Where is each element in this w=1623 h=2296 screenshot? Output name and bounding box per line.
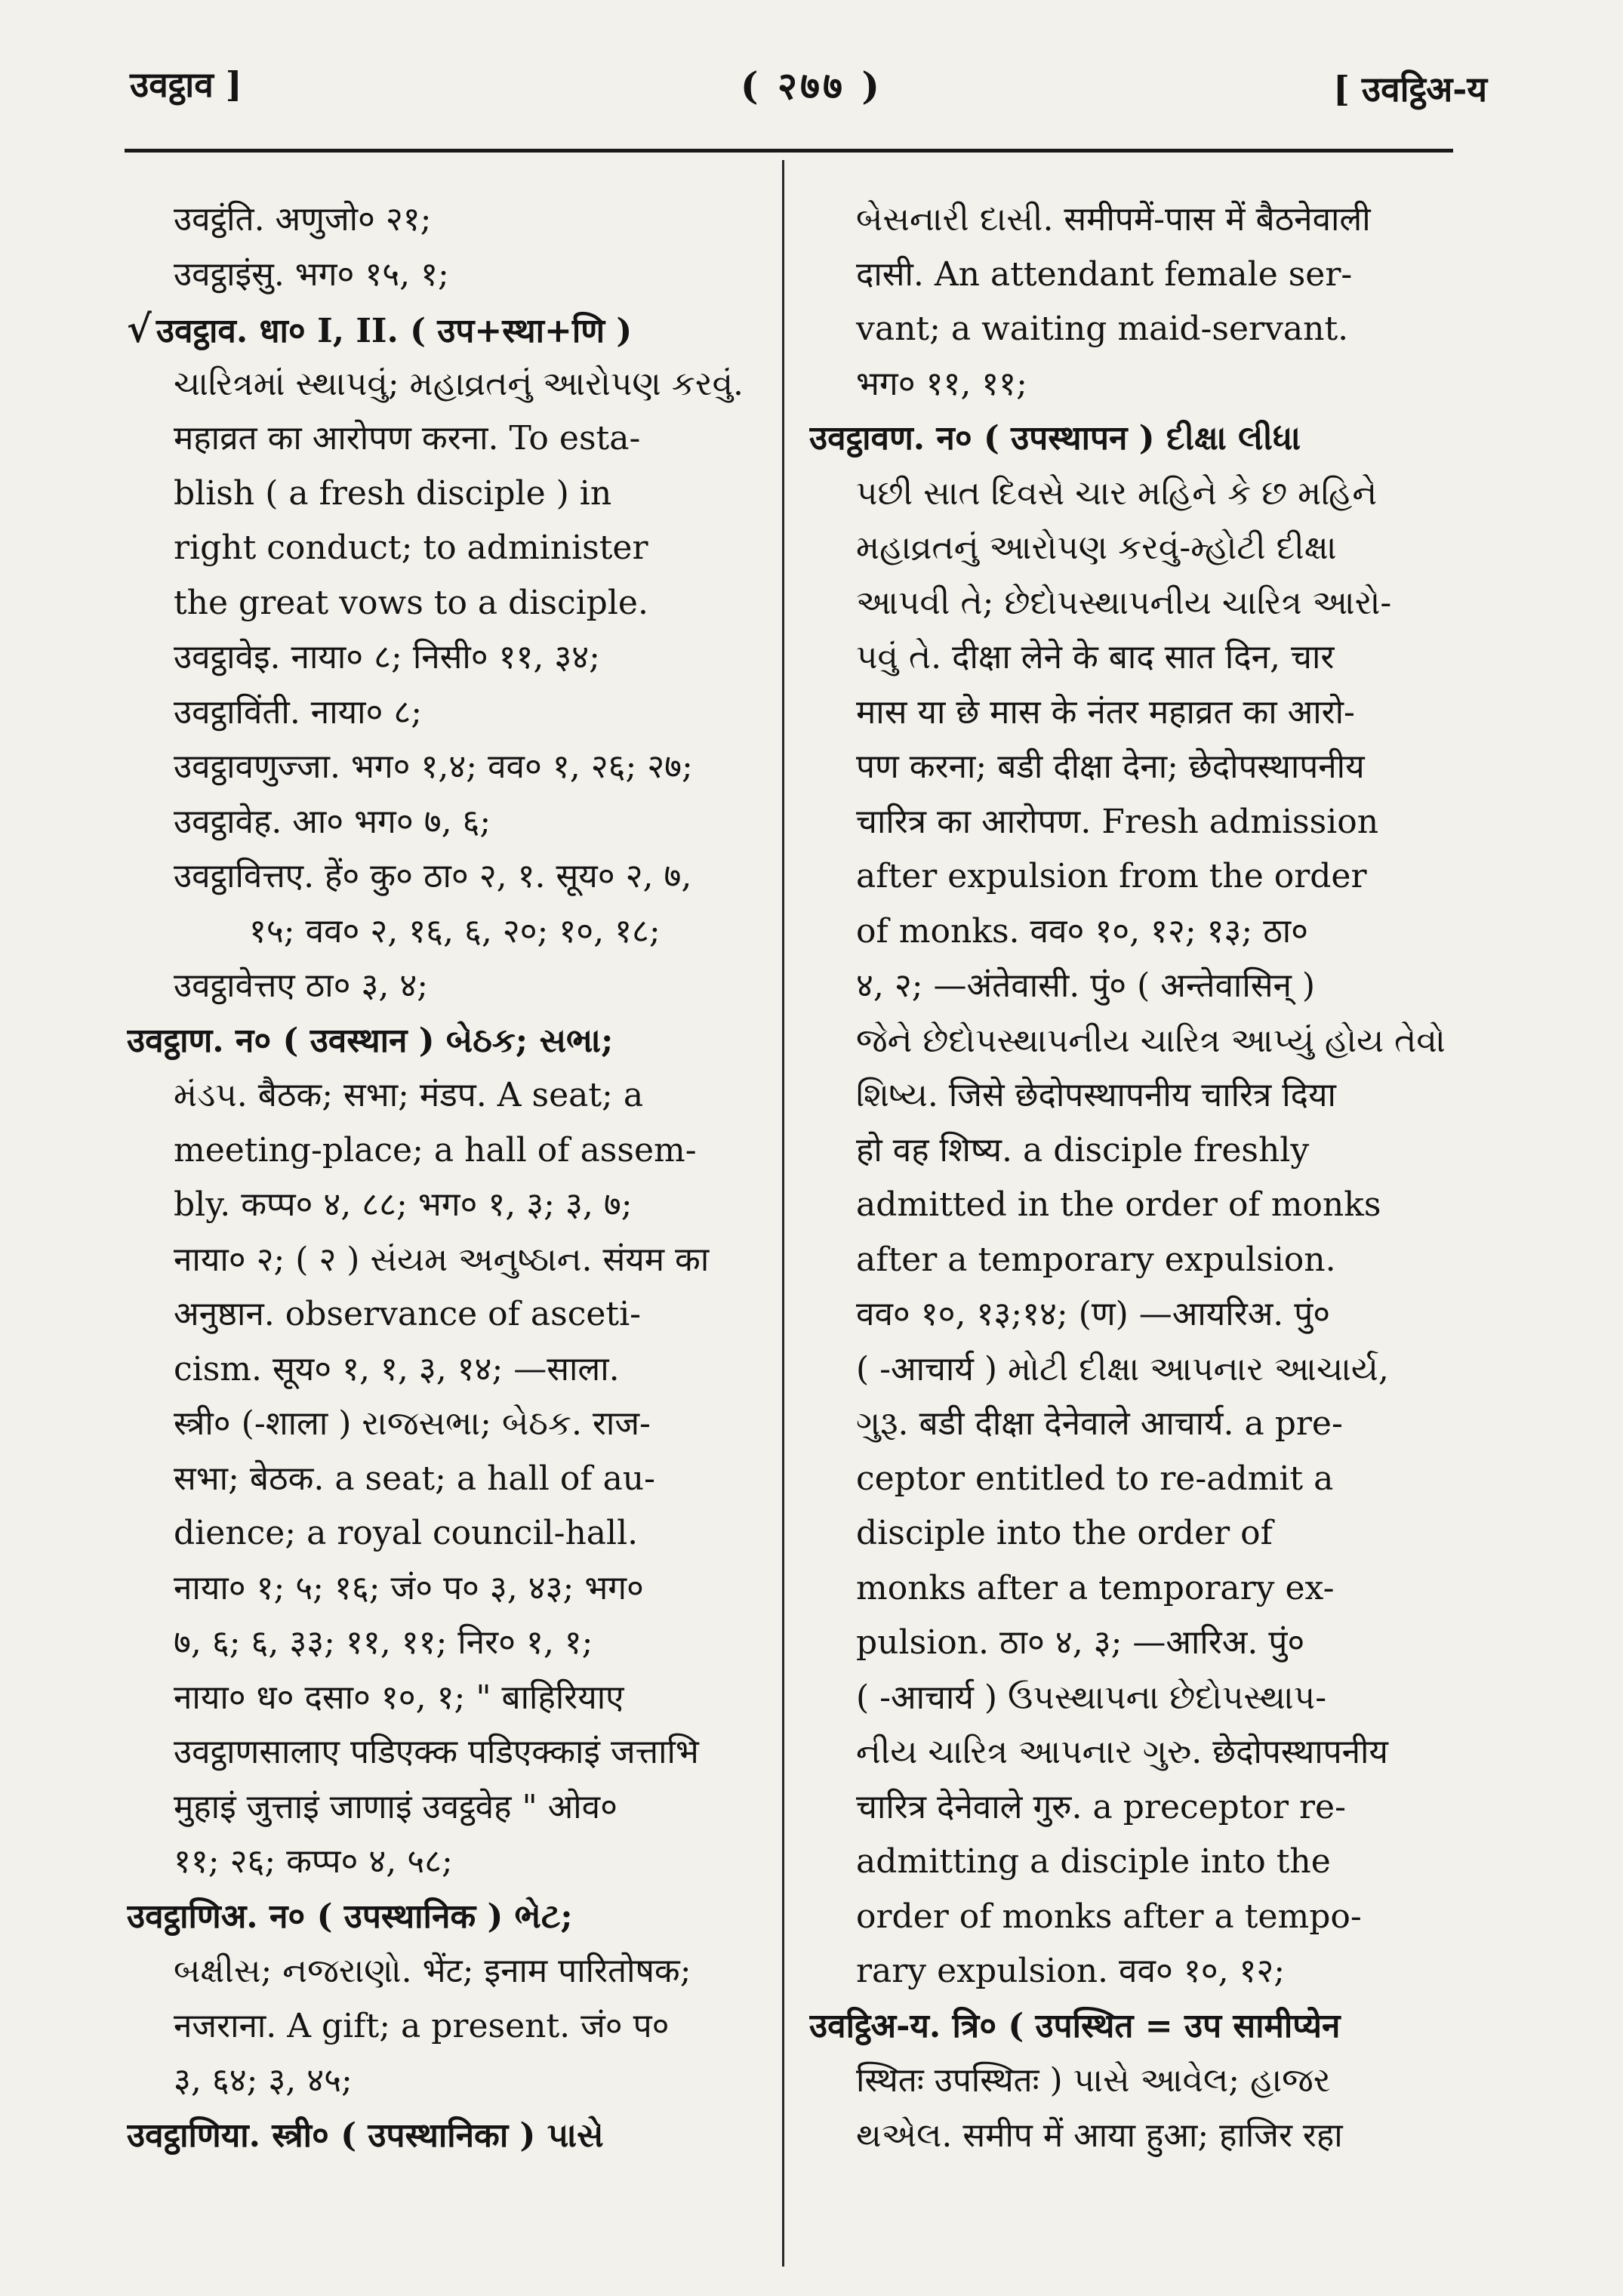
page-header [0,0,1623,155]
headword-line: उवट्ठाणिया. स्त्री० ( उपस्थानिका ) પાસે [127,2116,604,2155]
header-right-guideword: [ उवट्ठिअ-य [1333,69,1487,109]
entry-line: ४, २; —अंतेवासी. पुं० ( अन्तेवासिन् ) [856,966,1316,1005]
entry-line: नाया० ध० दसा० १०, १; " बाहिरियाए [174,1678,624,1717]
headword-line: उवट्ठिअ-य. त्रि० ( उपस्थित = उप सामीप्येन [809,2006,1341,2045]
entry-line: ७, ६; ६, ३३; ११, ११; निर० १, १; [174,1623,593,1662]
entry-line: उवट्ठाविंती. नाया० ८; [174,692,423,732]
entry-line: स्थितः उपस्थितः ) પાસે આવેલ; હાજર [856,2061,1331,2100]
entry-line: bly. कप्प० ४, ८८; भग० १, ३; ३, ७; [174,1185,633,1224]
headword-line: उवट्ठाण. न० ( उवस्थान ) બેઠક; સભા; [127,1021,614,1060]
entry-line: उवट्ठंति. अणुजो० २१; [174,200,432,239]
entry-line: order of monks after a tempo- [856,1897,1362,1936]
entry-line: શિષ્ય. जिसे छेदोपस्थापनीय चारित्र दिया [856,1076,1336,1114]
entry-line: ३, ६४; ३, ४५; [174,2061,353,2100]
entry-line: blish ( a fresh disciple ) in [174,473,612,513]
headword-line: उवट्ठाणिअ. न० ( उपस्थानिक ) ભેટ; [127,1897,573,1936]
entry-line: પછી સાત દિવસે ચાર મહિને કે છ મહિને [856,473,1378,513]
entry-line: ( -आचार्य ) ઉપસ્થાપના છેદોપસ્થાપ- [856,1678,1327,1717]
page-number: ( २७७ ) [740,63,883,108]
entry-line: उवट्ठावेत्तए ठा० ३, ४; [174,966,429,1005]
entry-line: rary expulsion. वव० १०, १२; [856,1952,1286,1990]
entry-line: सभा; बेठक. a seat; a hall of au- [174,1459,656,1498]
entry-line: the great vows to a disciple. [174,583,648,622]
entry-line: right conduct; to administer [174,529,648,567]
entry-line: ગુરૂ. बडी दीक्षा देनेवाले आचार्य. a pre- [856,1404,1343,1443]
entry-line: उवट्ठाणसालाए पडिएक्क पडिएक्काइं जत्ताभि [174,1733,699,1771]
entry-line: monks after a temporary ex- [856,1568,1335,1607]
entry-line: મંડપ. बैठक; सभा; मंडप. A seat; a [174,1076,644,1114]
entry-line: मुहाइं जुत्ताइं जाणाइं उवट्ठवेह " ओव० [174,1787,618,1826]
entry-line: भग० ११, ११; [856,364,1027,403]
entry-line: pulsion. ठा० ४, ३; —आरिअ. पुं० [856,1623,1305,1662]
entry-line: disciple into the order of [856,1514,1273,1552]
right-column [809,193,1451,2163]
entry-line: १५; वव० २, १६, ६, २०; १०, १८; [249,911,661,951]
entry-line: चारित्र देनेवाले गुरु. a preceptor re- [856,1787,1346,1826]
entry-line: જેને છેદોપસ્થાપનીય ચારિત્ર આપ્યું હોય તેવો [856,1021,1446,1060]
entry-line: થએલ. समीप में आया हुआ; हाजिर रहा [856,2116,1343,2155]
entry-line: નીય ચારિત્ર આપનાર ગુરુ. छेदोपस्थापनीय [856,1733,1388,1771]
entry-line: of monks. वव० १०, १२; १३; ठा० [856,911,1309,951]
entry-line: नाया० १; ५; १६; जं० प० ३, ४३; भग० [174,1568,644,1607]
header-left-guideword: उवट्ठाव ] [130,64,242,105]
entry-line: after expulsion from the order [856,857,1367,895]
entry-line: उवट्ठावित्तए. हें० कु० ठा० २, १. सूय० २, ७, [174,857,692,895]
entry-line: બક્ષીસ; નજરાણો. भेंट; इनाम पारितोषक; [174,1952,691,1990]
entry-line: ચારિત્રમાં સ્થાપવું; મહાવ્રતનું આરોપણ કરવું. [174,364,744,403]
entry-line: vant; a waiting maid-servant. [856,310,1349,348]
headword-line: उवट्ठावण. न० ( उपस्थापन ) દીક્ષા લીધા [809,419,1301,458]
entry-line: પવું તે. दीक्षा लेने के बाद सात दिन, चार [856,638,1335,676]
entry-line: महाव्रत का आरोपण करना. To esta- [174,419,641,458]
column-divider [782,160,784,2267]
headword-line [127,302,765,357]
entry-line: उवट्ठाइंसु. भग० १५, १; [174,254,449,294]
entry-line: dience; a royal council-hall. [174,1514,639,1552]
entry-line: अनुष्ठान. observance of asceti- [174,1295,642,1333]
entry-line: admitting a disciple into the [856,1842,1331,1881]
entry-line: नजराना. A gift; a present. जं० प० [174,2006,670,2045]
left-column [127,193,765,2163]
entry-line: after a temporary expulsion. [856,1240,1336,1279]
entry-line: admitted in the order of monks [856,1185,1381,1224]
entry-line: cism. सूय० १, १, ३, १४; —साला. [174,1349,620,1388]
entry-line: મહાવ્રતનું આરોપણ કરવું-મ્હોટી દીક્ષા [856,529,1337,567]
entry-line: दासी. An attendant female ser- [856,254,1353,294]
entry-line: ( -आचार्य ) મોટી દીક્ષા આપનાર આચાર્ય, [856,1349,1389,1388]
entry-line: उवट्ठावेइ. नाया० ८; निसी० ११, ३४; [174,638,600,676]
entry-line: वव० १०, १३;१४; (ण) —आयरिअ. पुं० [856,1295,1331,1333]
entry-line: चारित्र का आरोपण. Fresh admission [856,802,1379,841]
headword-text: उवट्ठाव. धा० I, II. ( उप+स्था+णि ) [156,312,633,350]
entry-line: ११; २६; कप्प० ४, ५८; [174,1842,453,1881]
entry-line: ceptor entitled to re-admit a [856,1459,1334,1498]
entry-line: स्त्री० (-शाला ) રાજસભા; બેઠક. राज- [174,1404,651,1443]
entry-line: पण करना; बडी दीक्षा देना; छेदोपस्थापनीय [856,747,1365,786]
entry-line: मास या छे मास के नंतर महाव्रत का आरो- [856,692,1355,732]
entry-line: meeting-place; a hall of assem- [174,1130,697,1170]
checkmark-icon: √ [127,307,152,351]
entry-line: બેસનારી દાસી. समीपमें-पास में बैठनेवाली [856,200,1371,239]
entry-line: हो वह शिष्य. a disciple freshly [856,1130,1310,1170]
entry-line: नाया० २; ( २ ) સંયમ અનુષ્ઠાન. संयम का [174,1240,710,1279]
entry-line: उवट्ठावणुज्जा. भग० १,४; वव० १, २६; २७; [174,747,693,786]
entry-line: આપવી તે; છેદોપસ્થાપનીય ચારિત્ર આરો- [856,583,1392,622]
header-rule [125,149,1453,153]
entry-line: उवट्ठावेह. आ० भग० ७, ६; [174,802,491,841]
